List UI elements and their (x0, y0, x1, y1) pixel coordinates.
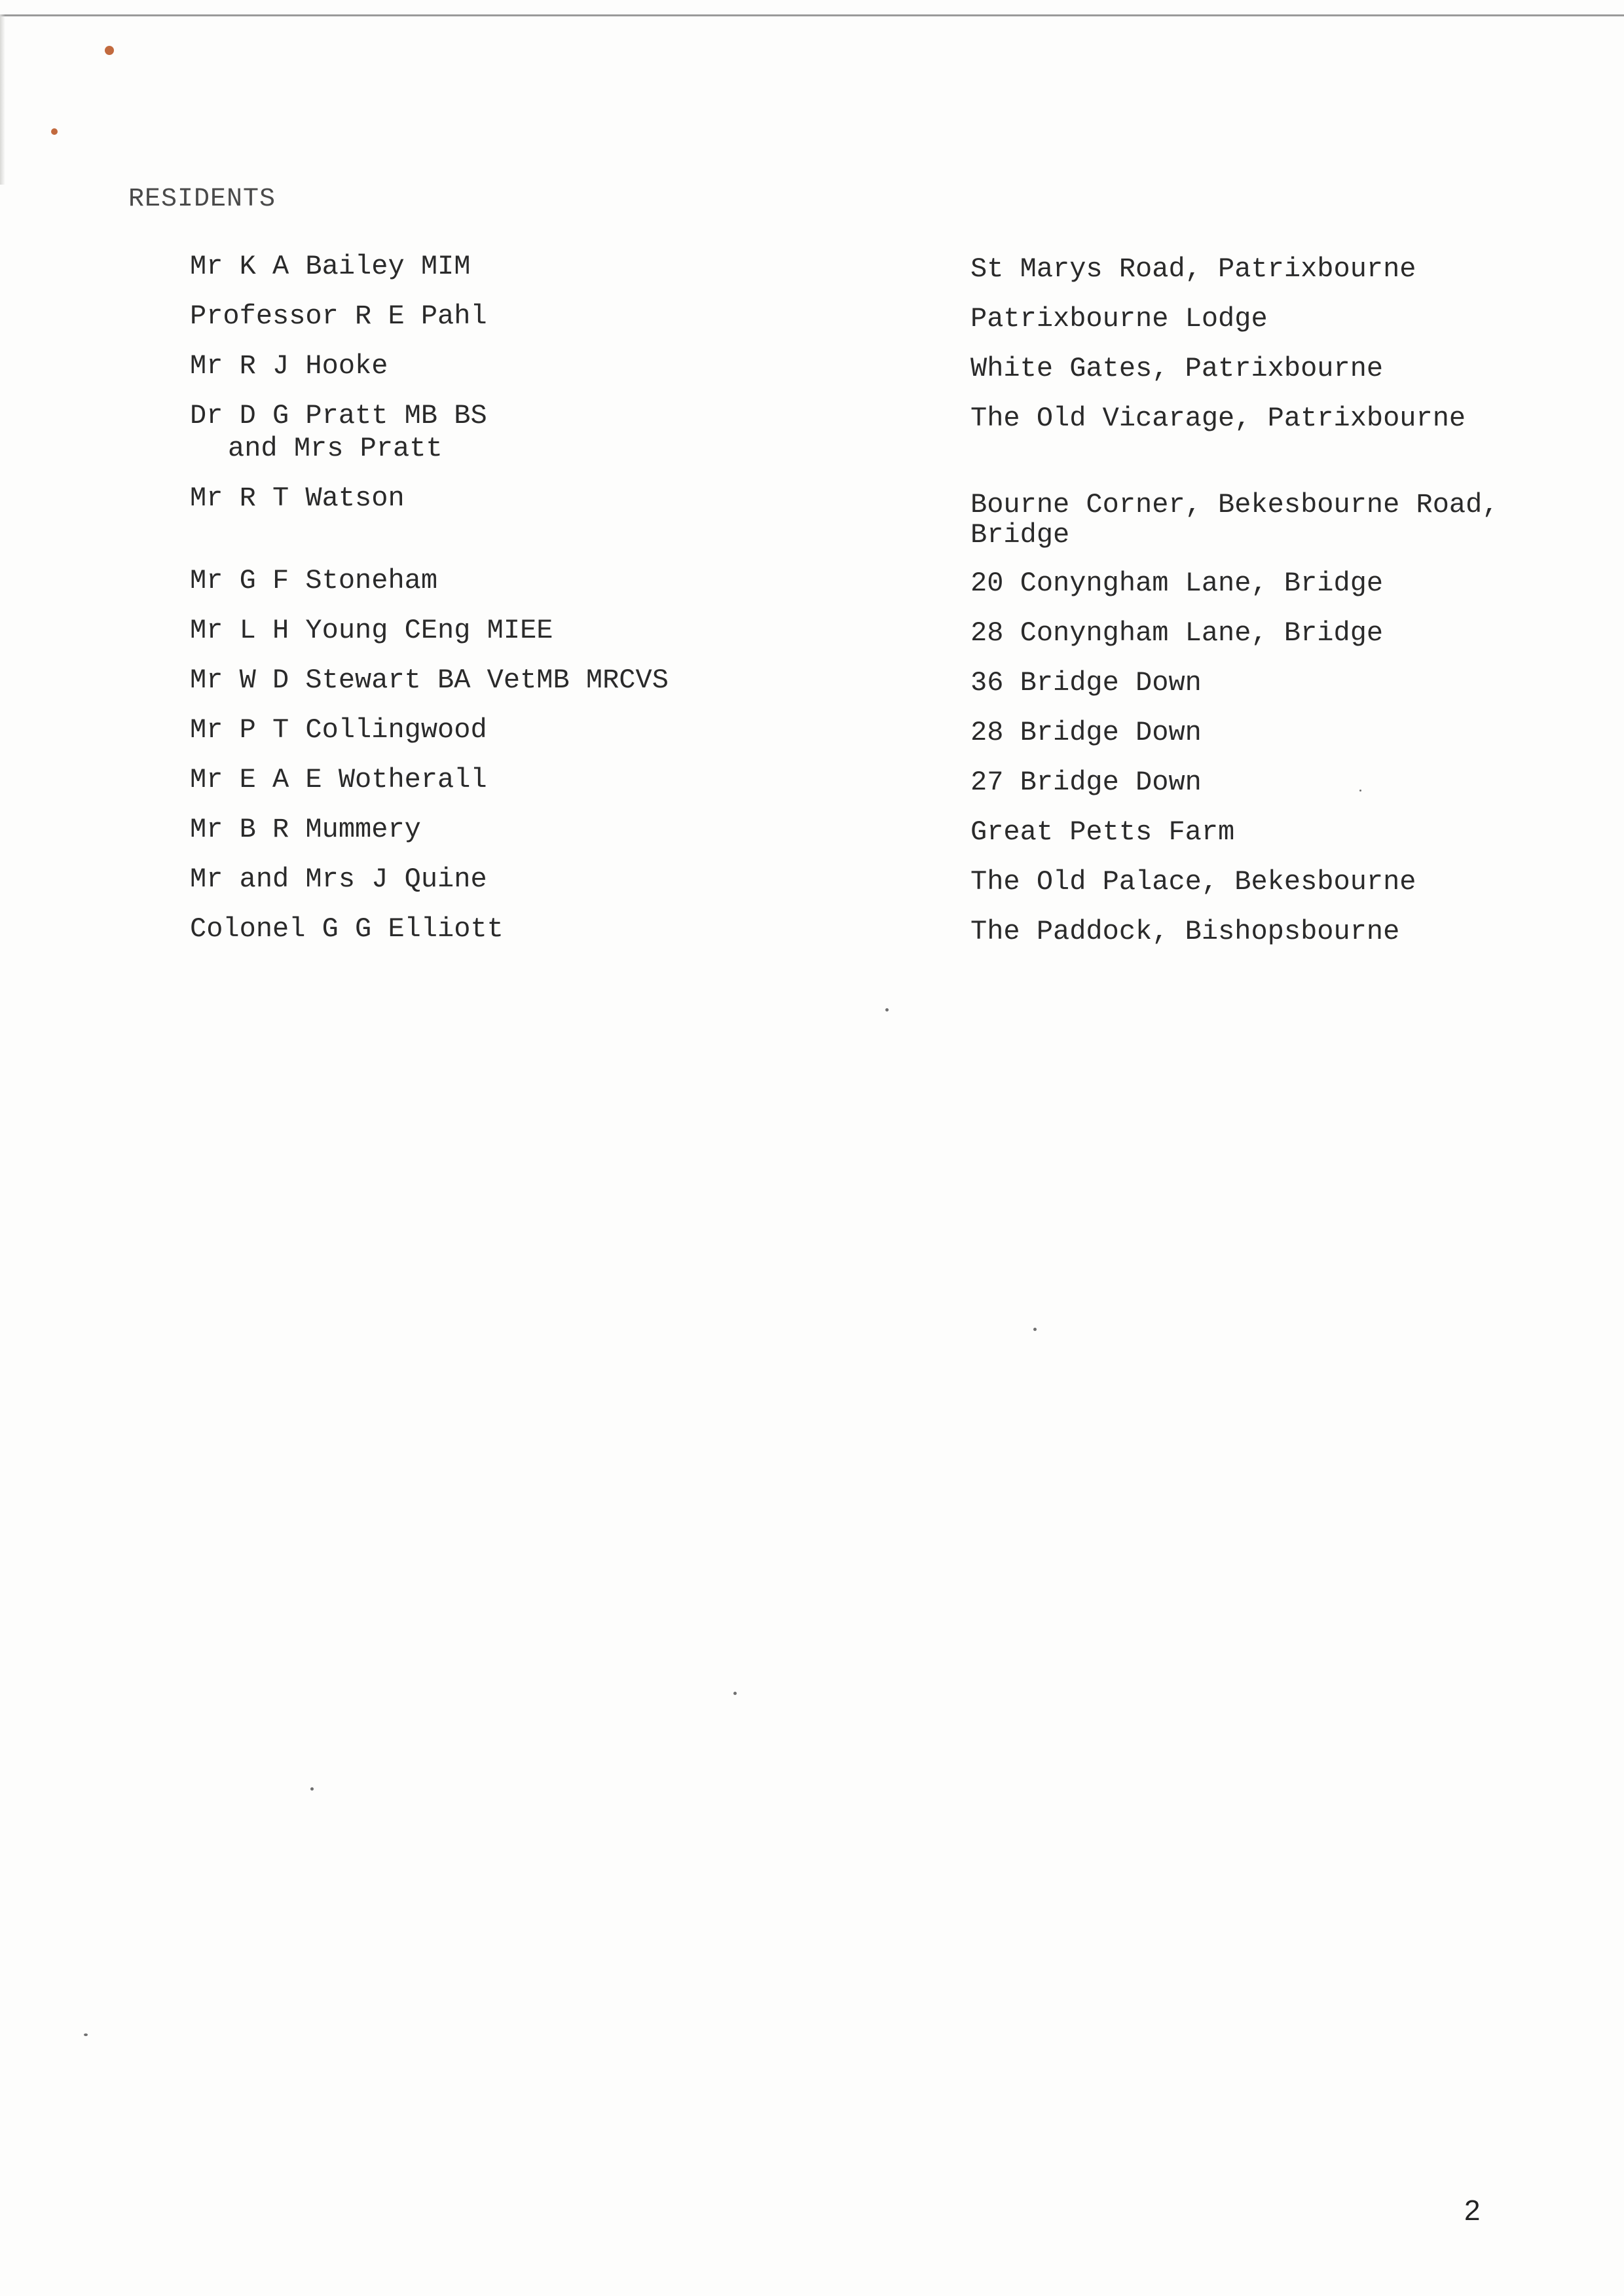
resident-name: Mr G F Stoneham (190, 565, 438, 596)
paper-speck (1033, 1328, 1037, 1331)
resident-name: Professor R E Pahl (190, 301, 487, 332)
rust-spot (105, 46, 114, 55)
resident-address: 28 Conyngham Lane, Bridge (970, 617, 1384, 649)
resident-address: St Marys Road, Patrixbourne (970, 253, 1416, 285)
resident-name: Mr W D Stewart BA VetMB MRCVS (190, 665, 669, 696)
resident-name-continued: and Mrs Pratt (228, 433, 443, 464)
resident-address: White Gates, Patrixbourne (970, 353, 1384, 384)
paper-top-edge (0, 14, 1624, 16)
resident-address: The Old Vicarage, Patrixbourne (970, 403, 1466, 434)
resident-address: 28 Bridge Down (970, 717, 1202, 748)
resident-address: Great Petts Farm (970, 816, 1235, 848)
resident-name: Mr E A E Wotherall (190, 764, 487, 795)
resident-name: Dr D G Pratt MB BS and Mrs Pratt (190, 400, 487, 464)
resident-name: Mr L H Young CEng MIEE (190, 615, 553, 646)
section-heading: RESIDENTS (128, 185, 276, 214)
paper-speck (1359, 790, 1361, 792)
paper-speck (84, 2033, 88, 2036)
resident-address: The Paddock, Bishopsbourne (970, 916, 1400, 947)
resident-name: Mr B R Mummery (190, 814, 421, 845)
rust-spot (51, 128, 58, 135)
resident-address: 20 Conyngham Lane, Bridge (970, 568, 1384, 599)
resident-name: Colonel G G Elliott (190, 913, 504, 945)
resident-name: Mr R T Watson (190, 483, 405, 514)
resident-address: 27 Bridge Down (970, 767, 1202, 798)
paper-left-shadow (0, 14, 5, 185)
resident-name: Mr P T Collingwood (190, 714, 487, 746)
paper-speck (310, 1787, 314, 1791)
resident-address: Bourne Corner, Bekesbourne Road, Bridge (970, 489, 1499, 551)
resident-name: Mr and Mrs J Quine (190, 864, 487, 895)
paper-speck (733, 1692, 737, 1695)
resident-name: Mr R J Hooke (190, 350, 388, 382)
page-number: 2 (1464, 2195, 1481, 2227)
resident-address: 36 Bridge Down (970, 667, 1202, 699)
resident-name: Mr K A Bailey MIM (190, 251, 471, 282)
paper-speck (885, 1008, 889, 1011)
resident-address: The Old Palace, Bekesbourne (970, 866, 1416, 898)
resident-address: Patrixbourne Lodge (970, 303, 1268, 335)
